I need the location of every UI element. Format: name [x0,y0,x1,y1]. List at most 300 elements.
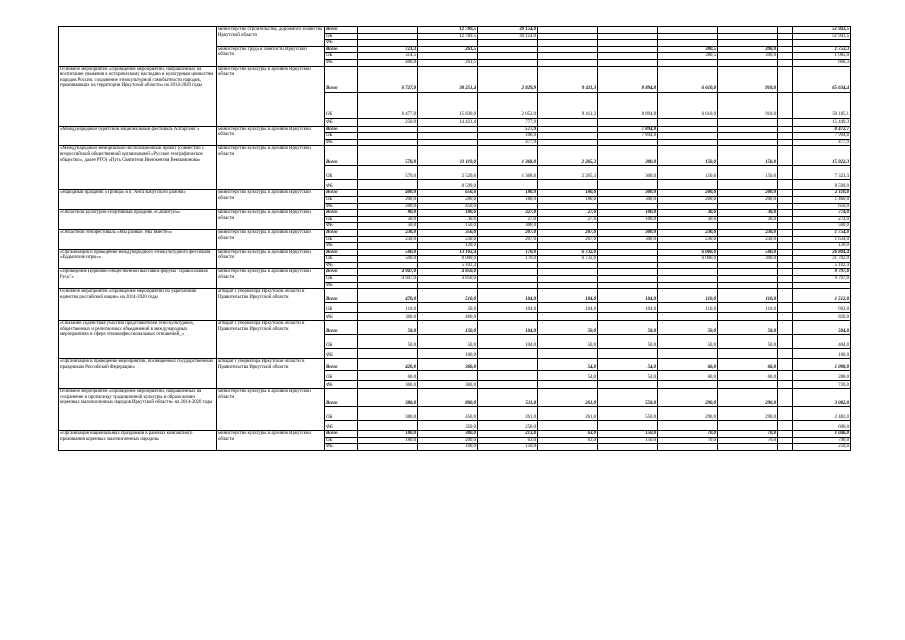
year-value-cell: 39 154,0 [478,27,538,34]
year-value-cell [778,139,793,146]
executor-cell: министерство культуры и архивов Иркутской области [217,210,325,230]
year-value-cell: 200,0 [358,196,418,203]
activity-name-cell: «Областной культурно-спортивный праздник «Сабантуй»» [59,210,217,230]
program-table-sheet [58,26,850,451]
year-value-cell: 150,0 [598,431,658,438]
year-value-cell [778,92,793,118]
year-value-cell [778,371,793,381]
year-value-cell: 100,0 [418,444,478,451]
year-value-cell: 200,0 [718,190,778,197]
funding-source-cell: ФБ [325,262,358,269]
year-value-cell: 6 732,0 [538,249,598,256]
year-value-cell: 27,0 [538,216,598,223]
year-value-cell [538,59,598,66]
year-value-cell: 120,0 [418,243,478,250]
year-value-cell [778,321,793,335]
executor-cell: аппарат Губернатора Иркутской области и Правительства Иркутской области [217,321,325,359]
year-value-cell: 1 368,0 [478,146,538,166]
table-row [59,269,851,276]
year-value-cell [478,262,538,269]
year-value-cell [718,27,778,34]
year-value-cell [778,335,793,349]
year-value-cell [538,421,598,431]
funding-source-cell: ОБ [325,335,358,349]
year-value-cell: 110,0 [658,303,718,313]
funding-source-cell: ФБ [325,223,358,230]
year-value-cell: 60,0 [658,359,718,371]
year-value-cell [358,133,418,140]
year-value-cell [778,133,793,140]
funding-source-cell: ОБ [325,216,358,223]
year-value-cell: 170,0 [478,256,538,263]
year-value-cell [538,381,598,389]
funding-source-cell: Всего [325,46,358,53]
funding-source-cell: ФБ [325,40,358,47]
year-value-cell: 27,0 [538,210,598,217]
funding-source-cell: ФБ [325,349,358,359]
year-value-cell: 300,0 [598,236,658,243]
year-value-cell: 8 599,0 [418,180,478,190]
program-funding-table [58,26,851,451]
year-value-cell: 170,0 [478,249,538,256]
year-value-cell: 230,0 [418,236,478,243]
total-value-cell: 1 754,0 [793,229,851,236]
year-value-cell [658,118,718,126]
year-value-cell [778,421,793,431]
year-value-cell: 50,0 [658,335,718,349]
total-value-cell: 51 943,5 [793,33,851,40]
year-value-cell: 390,0 [718,53,778,60]
year-value-cell: 104,0 [538,289,598,303]
year-value-cell [658,126,718,133]
year-value-cell: 550,0 [598,407,658,421]
total-value-cell: 7 994,8 [793,133,851,140]
activity-name-cell: «Организация национальных праздников в районах компактного проживания коренных малочисленных народов» [59,431,217,451]
year-value-cell: 6 000,0 [658,249,718,256]
year-value-cell: 50,0 [598,335,658,349]
year-value-cell [598,282,658,289]
year-value-cell [598,313,658,321]
year-value-cell: 650,0 [418,190,478,197]
funding-source-cell: Всего [325,359,358,371]
year-value-cell [658,262,718,269]
year-value-cell [778,118,793,126]
table-row [59,389,851,407]
total-value-cell: 820,0 [793,313,851,321]
total-value-cell: 21 702,0 [793,256,851,263]
year-value-cell: 8 894,8 [598,92,658,118]
year-value-cell [658,349,718,359]
funding-source-cell: ОБ [325,196,358,203]
year-value-cell: 400,0 [358,190,418,197]
year-value-cell [778,249,793,256]
executor-cell: министерство труда и занятости Иркутской области [217,46,325,66]
year-value-cell [778,381,793,389]
funding-source-cell: ФБ [325,313,358,321]
year-value-cell: 80,0 [358,210,418,217]
year-value-cell [598,421,658,431]
year-value-cell [598,139,658,146]
year-value-cell [658,276,718,283]
year-value-cell: 100,0 [478,133,538,140]
year-value-cell [598,262,658,269]
executor-cell: министерство культуры и архивов Иркутской области [217,389,325,431]
year-value-cell: 261,5 [418,46,478,53]
year-value-cell [358,282,418,289]
funding-source-cell: Всего [325,190,358,197]
year-value-cell: 100,0 [598,216,658,223]
funding-source-cell: ФБ [325,243,358,250]
year-value-cell: 180,0 [418,210,478,217]
table-row [59,210,851,217]
year-value-cell [718,126,778,133]
year-value-cell: 300,0 [718,256,778,263]
year-value-cell [598,118,658,126]
year-value-cell: 100,0 [418,349,478,359]
year-value-cell [598,180,658,190]
funding-source-cell: ОБ [325,133,358,140]
year-value-cell [718,444,778,451]
executor-cell: аппарат Губернатора Иркутской области и Правительства Иркутской области [217,289,325,321]
year-value-cell: 50,0 [718,321,778,335]
year-value-cell: 6 732,0 [538,256,598,263]
year-value-cell: 104,0 [598,303,658,313]
year-value-cell: 150,0 [598,437,658,444]
funding-source-cell: Всего [325,27,358,34]
executor-cell: министерство строительства, дорожного хозяйства Иркутской области [217,27,325,47]
year-value-cell [598,223,658,230]
year-value-cell: 180,0 [358,437,418,444]
year-value-cell [598,40,658,47]
year-value-cell [358,421,418,431]
year-value-cell [478,282,538,289]
year-value-cell: 230,0 [358,229,418,236]
year-value-cell: 104,0 [478,321,538,335]
total-value-cell: 26 804,4 [793,249,851,256]
total-value-cell: 500,0 [793,223,851,230]
year-value-cell: 477,9 [478,139,538,146]
year-value-cell: 500,0 [718,249,778,256]
year-value-cell [418,126,478,133]
total-value-cell: 288,0 [793,371,851,381]
funding-source-cell: ОБ [325,371,358,381]
year-value-cell: 150,0 [718,146,778,166]
year-value-cell [418,282,478,289]
funding-source-cell: ОБ [325,303,358,313]
year-value-cell [778,40,793,47]
year-value-cell [778,210,793,217]
executor-cell: министерство культуры и архивов Иркутской области [217,126,325,146]
funding-source-cell: ФБ [325,180,358,190]
year-value-cell [538,46,598,53]
year-value-cell: 360,0 [358,381,418,389]
table-row [59,289,851,303]
year-value-cell [358,40,418,47]
total-value-cell: 650,0 [793,203,851,210]
year-value-cell: 104,0 [538,303,598,313]
year-value-cell [718,276,778,283]
year-value-cell: 54,0 [538,359,598,371]
total-value-cell: 120,0 [793,243,851,250]
year-value-cell: 150,0 [658,146,718,166]
executor-cell: министерство культуры и архивов Иркутской области [217,269,325,289]
year-value-cell [778,349,793,359]
funding-source-cell: ФБ [325,118,358,126]
year-value-cell [658,381,718,389]
year-value-cell [658,223,718,230]
total-value-cell: 504,0 [793,321,851,335]
year-value-cell [658,269,718,276]
year-value-cell [778,282,793,289]
funding-source-cell: ОБ [325,53,358,60]
funding-source-cell: ОБ [325,236,358,243]
year-value-cell: 13 102,4 [418,249,478,256]
year-value-cell [778,389,793,407]
year-value-cell: 777,9 [478,118,538,126]
year-value-cell [478,371,538,381]
year-value-cell: 54,0 [538,371,598,381]
total-value-cell: 8 599,0 [793,180,851,190]
year-value-cell [478,40,538,47]
year-value-cell [358,33,418,40]
total-value-cell: 7 323,3 [793,166,851,180]
year-value-cell [778,126,793,133]
activity-name-cell: Основное мероприятие «Проведение мероприятий, направленных на сохранение и пропаганду традиционной культуры и образа жизни коренных малочисленных народов Иркутской области» на 2014-2020 годы [59,389,217,431]
year-value-cell [358,349,418,359]
year-value-cell [598,269,658,276]
year-value-cell: 300,0 [598,229,658,236]
year-value-cell: 300,0 [598,146,658,166]
year-value-cell: 250,0 [358,118,418,126]
year-value-cell [778,437,793,444]
year-value-cell: 63,0 [538,431,598,438]
year-value-cell [538,243,598,250]
year-value-cell [538,444,598,451]
year-value-cell: 180,0 [478,196,538,203]
executor-cell: министерство культуры и архивов Иркутской области [217,190,325,210]
year-value-cell [538,203,598,210]
year-value-cell [658,40,718,47]
year-value-cell: 470,0 [358,289,418,303]
year-value-cell: 450,0 [418,407,478,421]
year-value-cell [718,243,778,250]
year-value-cell [358,126,418,133]
total-value-cell: 1 008,0 [793,359,851,371]
total-value-cell: 1 085,0 [793,53,851,60]
funding-source-cell: Всего [325,229,358,236]
year-value-cell [478,269,538,276]
year-value-cell: 250,0 [478,421,538,431]
year-value-cell [658,59,718,66]
total-value-cell: 8 472,7 [793,126,851,133]
year-value-cell: 300,0 [418,431,478,438]
year-value-cell [418,371,478,381]
year-value-cell: 290,0 [718,389,778,407]
table-row [59,229,851,236]
year-value-cell [538,282,598,289]
total-value-cell: 796,0 [793,437,851,444]
year-value-cell: 180,0 [358,431,418,438]
year-value-cell: 180,0 [538,190,598,197]
year-value-cell [778,313,793,321]
year-value-cell [718,349,778,359]
year-value-cell: 300,0 [478,223,538,230]
year-value-cell: 390,0 [718,46,778,53]
year-value-cell: 30 251,4 [418,66,478,92]
year-value-cell: 230,0 [358,236,418,243]
year-value-cell [658,243,718,250]
year-value-cell: 207,0 [538,236,598,243]
year-value-cell [478,313,538,321]
year-value-cell [778,262,793,269]
year-value-cell [598,59,658,66]
year-value-cell [778,269,793,276]
year-value-cell [718,180,778,190]
year-value-cell: 6 000,0 [658,256,718,263]
year-value-cell: 150,0 [658,166,718,180]
year-value-cell [538,33,598,40]
funding-source-cell: ОБ [325,92,358,118]
total-value-cell: 100,0 [793,349,851,359]
year-value-cell [358,180,418,190]
year-value-cell: 300,0 [598,190,658,197]
year-value-cell [478,381,538,389]
year-value-cell [778,180,793,190]
activity-name-cell: «Областной этнофестиваль «Мы разные. Мы вместе»» [59,229,217,249]
executor-cell: аппарат Губернатора Иркутской области и Правительства Иркутской области [217,359,325,389]
year-value-cell: 570,0 [358,146,418,166]
year-value-cell [598,381,658,389]
year-value-cell: 500,0 [358,256,418,263]
year-value-cell: 460,0 [418,313,478,321]
year-value-cell: 200,0 [718,196,778,203]
total-value-cell: 5 102,4 [793,262,851,269]
year-value-cell [538,133,598,140]
year-value-cell [478,203,538,210]
year-value-cell [478,59,538,66]
total-value-cell [793,40,851,47]
year-value-cell [358,444,418,451]
year-value-cell [598,249,658,256]
year-value-cell: 213,0 [478,431,538,438]
year-value-cell [718,262,778,269]
year-value-cell: 2 265,3 [538,146,598,166]
year-value-cell: 50,0 [538,335,598,349]
year-value-cell: 2 829,9 [478,66,538,92]
year-value-cell: 180,0 [478,190,538,197]
year-value-cell [538,223,598,230]
year-value-cell: 2 265,3 [538,166,598,180]
year-value-cell: 200,0 [658,196,718,203]
funding-source-cell: ФБ [325,381,358,389]
funding-source-cell: ФБ [325,203,358,210]
table-row [59,66,851,92]
year-value-cell: 8 000,0 [418,256,478,263]
year-value-cell [658,133,718,140]
total-value-cell: 274,0 [793,216,851,223]
year-value-cell: 360,0 [418,359,478,371]
year-value-cell [778,303,793,313]
year-value-cell [658,282,718,289]
year-value-cell: 200,0 [418,196,478,203]
year-value-cell: 4 947,0 [358,269,418,276]
year-value-cell [658,421,718,431]
year-value-cell: 7 894,8 [598,133,658,140]
year-value-cell [718,282,778,289]
total-value-cell: 600,0 [793,421,851,431]
year-value-cell: 12 789,5 [418,33,478,40]
year-value-cell [598,33,658,40]
year-value-cell: 290,0 [658,389,718,407]
year-value-cell: 30,0 [658,216,718,223]
year-value-cell [478,46,538,53]
year-value-cell: 314,5 [358,53,418,60]
year-value-cell: 100,0 [598,210,658,217]
year-value-cell: 200,0 [358,203,418,210]
total-value-cell: 1 046,0 [793,431,851,438]
year-value-cell [718,381,778,389]
table-row [59,321,851,335]
year-value-cell [778,53,793,60]
year-value-cell [718,139,778,146]
year-value-cell: 110,0 [718,303,778,313]
year-value-cell: 110,0 [358,303,418,313]
funding-source-cell: ФБ [325,282,358,289]
year-value-cell [598,444,658,451]
executor-cell: министерство культуры и архивов Иркутской области [217,249,325,269]
year-value-cell [538,139,598,146]
funding-source-cell: Всего [325,66,358,92]
total-value-cell: 3 082,0 [793,389,851,407]
year-value-cell: 50,0 [358,223,418,230]
year-value-cell [718,223,778,230]
total-value-cell: 774,0 [793,210,851,217]
funding-source-cell: ОБ [325,407,358,421]
year-value-cell [418,139,478,146]
year-value-cell: 30,0 [718,210,778,217]
year-value-cell: 150,0 [478,444,538,451]
year-value-cell [658,203,718,210]
year-value-cell: 50,0 [658,321,718,335]
table-row [59,46,851,53]
year-value-cell: 910,0 [718,92,778,118]
year-value-cell: 1 368,0 [478,166,538,180]
year-value-cell [778,146,793,166]
year-value-cell: 450,0 [418,203,478,210]
year-value-cell [718,40,778,47]
year-value-cell: 50,0 [418,303,478,313]
year-value-cell: 300,0 [598,166,658,180]
funding-source-cell: ОБ [325,276,358,283]
year-value-cell [718,118,778,126]
total-value-cell: 2 110,0 [793,190,851,197]
year-value-cell [718,59,778,66]
year-value-cell: 104,0 [478,289,538,303]
activity-name-cell [59,46,217,66]
year-value-cell [778,407,793,421]
year-value-cell: 500,0 [358,249,418,256]
year-value-cell [778,46,793,53]
activity-name-cell: Основное мероприятие «Проведение мероприятий, направленных на воспитание уважения к историческому наследию и культурным ценностям народов России, сохранение этнокультурной самобытности народов, проживающих на территории Иркутской области» на 2014-2020 годы [59,66,217,126]
year-value-cell: 300,0 [598,196,658,203]
year-value-cell [778,216,793,223]
year-value-cell: 11 119,0 [418,146,478,166]
total-value-cell: 50 185,1 [793,92,851,118]
year-value-cell [778,196,793,203]
year-value-cell: 4 850,0 [418,269,478,276]
funding-source-cell: Всего [325,126,358,133]
total-value-cell: 51 943,5 [793,27,851,34]
